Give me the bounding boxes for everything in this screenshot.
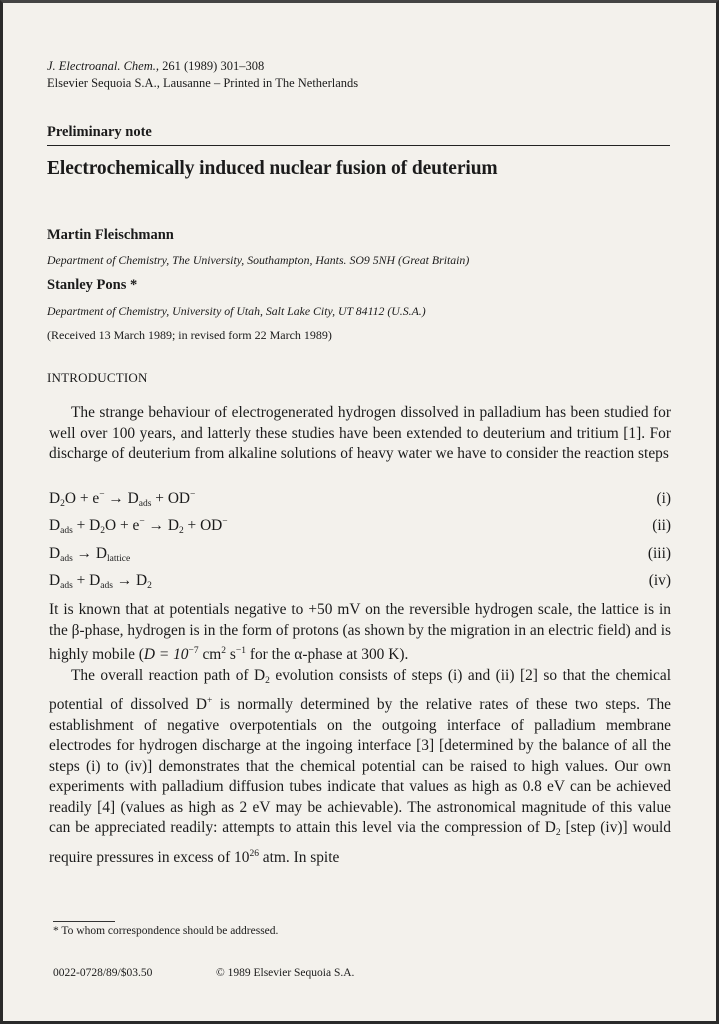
- author-affiliation: Department of Chemistry, The University, Southampton, Hants. SO9 5NH (Great Britain): [47, 253, 470, 267]
- equation-number: (i): [656, 490, 671, 507]
- equation: [49, 490, 671, 514]
- journal-citation: [47, 58, 358, 92]
- footnote-rule: [53, 921, 115, 922]
- section-label: Preliminary note: [47, 124, 152, 140]
- equation: [49, 517, 671, 541]
- section-heading: INTRODUCTION: [47, 370, 148, 385]
- author-name: Martin Fleischmann: [47, 227, 174, 243]
- publisher-line: Elsevier Sequoia S.A., Lausanne – Printed in The Netherlands: [47, 76, 359, 90]
- paragraph-text: It is known that at potentials negative to +50 mV on the reversible hydrogen scale, the lattice is in the β-phase, hydrogen is in the form of protons (as shown by the migration in an electric field) and is highly mobile ($D = 10^{-7}$ $cm^2$ $s^{-1}$ for the α-phase at 300 K).: [49, 601, 671, 663]
- footnote: * To whom correspondence should be addressed.: [53, 925, 279, 937]
- equation-number: (iv): [648, 572, 671, 589]
- equation-expression: $D_{ads} + D_{ads} \to D_2$: [49, 572, 152, 591]
- equation-expression: $D_{ads} + D_2O + e^- \to D_2 + OD^-$: [49, 517, 228, 536]
- equation: [49, 572, 671, 596]
- paragraph: [49, 600, 671, 868]
- paper-title: Electrochemically induced nuclear fusion of deuterium: [47, 158, 498, 179]
- received-dates: (Received 13 March 1989; in revised form 22 March 1989): [47, 328, 332, 342]
- header-rule: [47, 145, 670, 146]
- equation-expression: $D_{ads} \to D_{lattice}$: [49, 545, 131, 564]
- equation: [49, 545, 671, 569]
- issn-price: 0022-0728/89/$03.50: [53, 967, 153, 979]
- equation-expression: $D_2O + e^- \to D_{ads} + OD^-$: [49, 490, 196, 509]
- journal-name: J. Electroanal. Chem.,: [47, 59, 160, 73]
- paragraph-text: The overall reaction path of $D_2$ evolution consists of steps (i) and (ii) [2] so that the chemical potential of dissolved D+ is normally determined by the relative rates of these two steps. The establishment of negative overpotentials on the outgoing interface of palladium membrane electrodes for hydrogen discharge at the ingoing interface [3] [determined by the balance of all the steps (i) to (iv)] demonstrates that the chemical potential can be raised to high values. Our own experiments with palladium diffusion tubes indicate that values as high as 0.8 eV can be achieved readily [4] (values as high as 2 eV may be achievable). The astronomical magnitude of this value can be appreciated readily: attempts to attain this level via the compression of $D_2$ [step (iv)] would require pressures in excess of $10^{26}$ atm. In spite: [49, 666, 671, 866]
- author-affiliation: Department of Chemistry, University of Utah, Salt Lake City, UT 84112 (U.S.A.): [47, 304, 426, 318]
- journal-volume: 261 (1989) 301–308: [159, 59, 265, 73]
- equation-number: (iii): [647, 545, 671, 562]
- paragraph-text: The strange behaviour of electrogenerated hydrogen dissolved in palladium has been studied for well over 100 years, and latterly these studies have been extended to deuterium and tritium [1]. For discharge of deuterium from alkaline solutions of heavy water we have to consider the reaction steps: [49, 404, 671, 462]
- copyright: © 1989 Elsevier Sequoia S.A.: [216, 967, 355, 979]
- paragraph: [49, 403, 671, 465]
- equation-number: (ii): [652, 517, 671, 534]
- author-name: Stanley Pons *: [47, 277, 138, 293]
